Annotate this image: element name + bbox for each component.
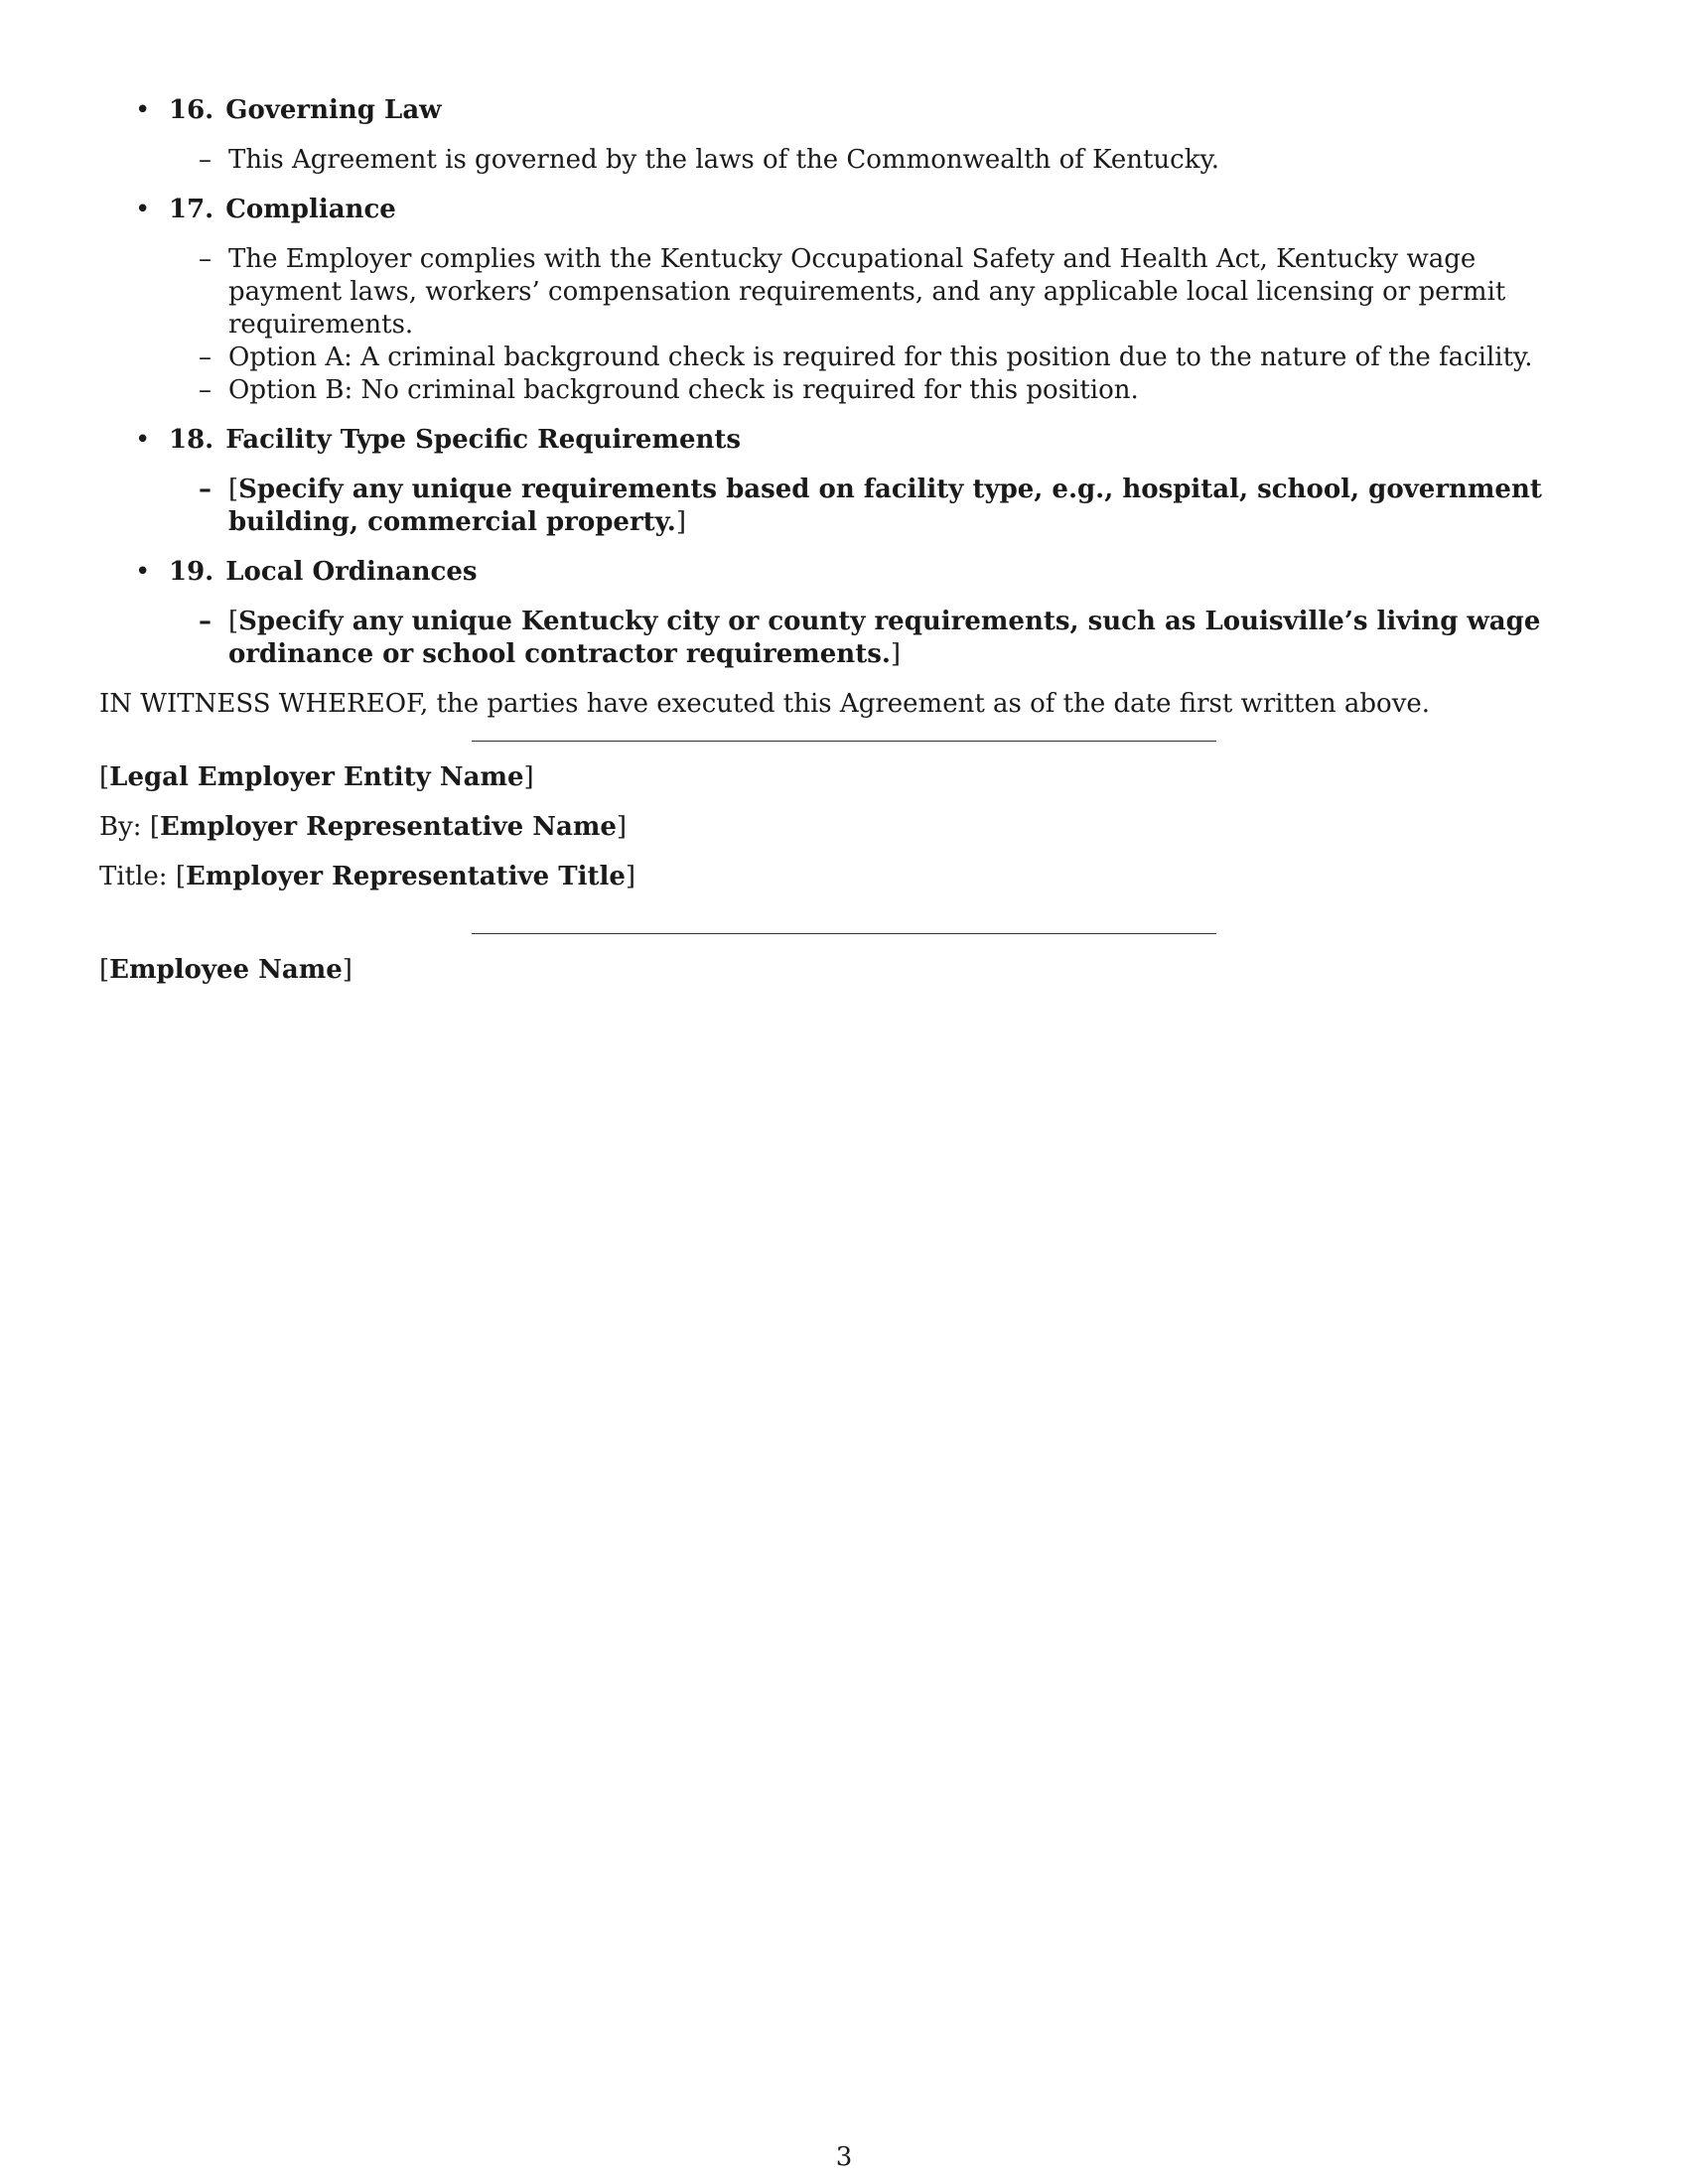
dash-icon: – (199, 375, 211, 405)
section-title: Governing Law (225, 95, 442, 125)
open-bracket: [ (228, 607, 239, 636)
sub-list (99, 243, 1589, 407)
list-item (99, 144, 1589, 177)
sub-list (99, 474, 1589, 539)
page-number: 3 (835, 2142, 853, 2172)
title-label: Title: (99, 862, 168, 891)
witness-clause: IN WITNESS WHEREOF, the parties have executed this Agreement as of the date first written above. (99, 689, 1431, 719)
section-heading (99, 556, 1589, 589)
open-bracket: [ (228, 475, 239, 504)
section-local-ordinances (99, 556, 1589, 671)
list-item (99, 606, 1589, 671)
list-item-text: Option B: No criminal background check is required for this position. (228, 375, 1139, 405)
list-item-text: Option A: A criminal background check is required for this position due to the nature of the facility. (228, 342, 1533, 372)
section-title: Facility Type Specific Requirements (225, 425, 742, 455)
section-heading (99, 424, 1589, 457)
list-item (99, 243, 1589, 341)
bullet-icon: • (135, 557, 151, 587)
sub-list (99, 144, 1589, 177)
section-title: Local Ordinances (225, 557, 478, 587)
employee-name: [Employee Name] (99, 955, 352, 985)
section-facility-requirements (99, 424, 1589, 539)
dash-icon: – (199, 607, 211, 636)
section-heading (99, 194, 1589, 226)
employee-signature-line (472, 933, 1216, 934)
list-item-text: The Employer complies with the Kentucky Occupational Safety and Health Act, Kentucky wage payment laws, workers’ compensation requirements, and any applicable local licensing or permit requirements. (228, 244, 1506, 340)
list-item-text: This Agreement is governed by the laws of the Commonwealth of Kentucky. (228, 145, 1219, 175)
employer-representative-title-text: Employer Representative Title (186, 862, 626, 891)
section-number: 18. (169, 425, 214, 455)
dash-icon: – (199, 145, 211, 175)
list-item (99, 341, 1589, 374)
employer-representative-name-text: Employer Representative Name (159, 812, 617, 842)
employer-entity-name: [Legal Employer Entity Name] (99, 762, 534, 792)
bullet-icon: • (135, 95, 151, 125)
employer-signature-line (472, 741, 1216, 742)
section-title: Compliance (225, 195, 396, 224)
close-bracket: ] (890, 639, 902, 669)
placeholder-text: Specify any unique Kentucky city or county requirements, such as Louisville’s living wage ordinance or school contractor requirements. (228, 607, 1541, 669)
employer-entity-name-text: Legal Employer Entity Name (109, 762, 524, 792)
section-heading (99, 94, 1589, 127)
document-page (99, 94, 1589, 987)
sub-list (99, 606, 1589, 671)
section-number: 17. (169, 195, 214, 224)
close-bracket: ] (675, 507, 686, 537)
section-compliance (99, 194, 1589, 407)
section-governing-law (99, 94, 1589, 177)
employer-representative-name: By: [Employer Representative Name] (99, 812, 628, 842)
dash-icon: – (199, 475, 211, 504)
placeholder-text: Specify any unique requirements based on facility type, e.g., hospital, school, government building, commercial property. (228, 475, 1542, 537)
bullet-icon: • (135, 425, 151, 455)
by-label: By: (99, 812, 142, 842)
list-item (99, 374, 1589, 407)
bullet-icon: • (135, 195, 151, 224)
employer-representative-title: Title: [Employer Representative Title] (99, 862, 636, 891)
dash-icon: – (199, 342, 211, 372)
employee-name-text: Employee Name (109, 955, 343, 985)
section-number: 16. (169, 95, 214, 125)
list-item (99, 474, 1589, 539)
section-number: 19. (169, 557, 214, 587)
dash-icon: – (199, 244, 211, 274)
